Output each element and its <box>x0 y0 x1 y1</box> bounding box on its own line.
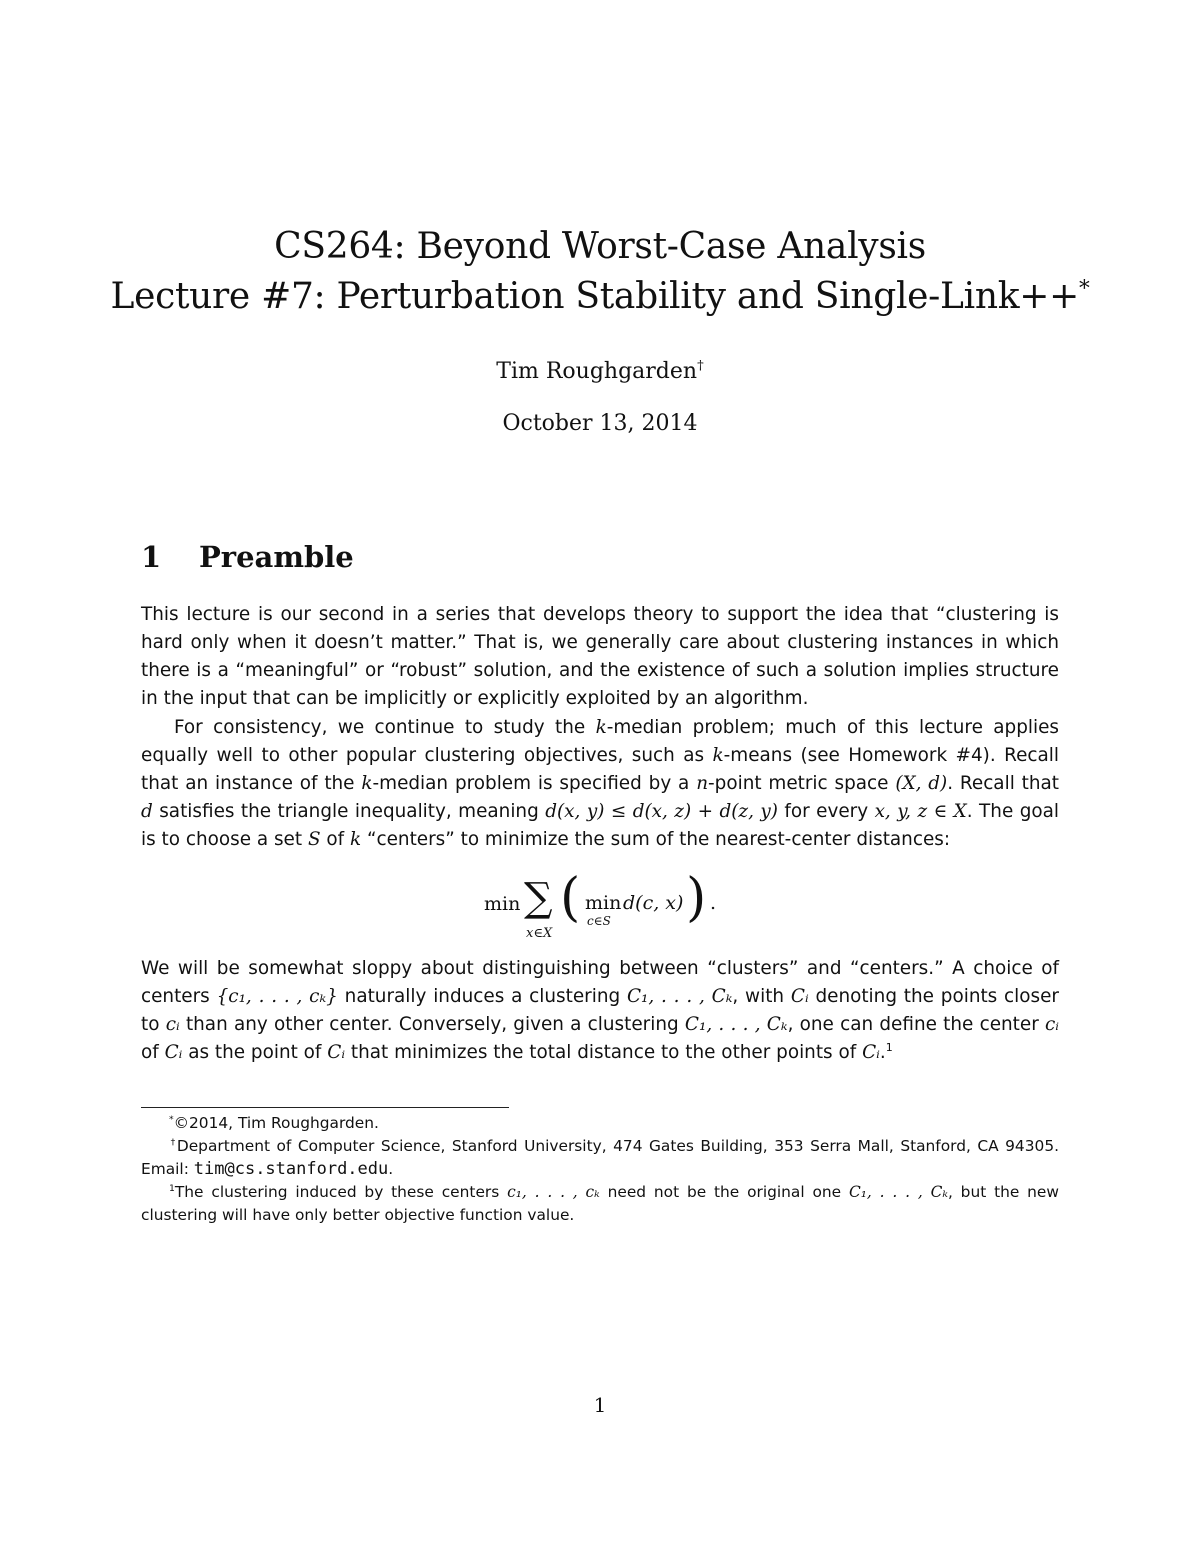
text-run: -median problem is specified by a <box>372 773 697 795</box>
section-title: Preamble <box>199 540 354 574</box>
text-run: , one can define the center <box>787 1014 1045 1036</box>
footnote-dagger-mark: † <box>169 1136 177 1148</box>
text-run: denoting the points closer to <box>141 986 1059 1036</box>
text-run: -point metric space <box>708 773 896 795</box>
math-k: k <box>712 745 724 767</box>
text-run: “centers” to minimize the sum of the nearest-center distances: <box>361 829 951 851</box>
eq-period: . <box>710 892 717 914</box>
text-run: of <box>141 1042 165 1064</box>
author-footnote-mark: † <box>697 358 704 374</box>
footnote-dagger <box>141 1135 1059 1180</box>
section-heading <box>141 540 354 574</box>
text-run: satisfies the triangle inequality, meaning <box>152 801 546 823</box>
math-S: S <box>307 829 321 851</box>
text-run: as the point of <box>182 1042 328 1064</box>
math-Ci: Cᵢ <box>790 986 809 1008</box>
math-clustering: C₁, . . . , Cₖ <box>626 986 733 1008</box>
author-email: tim@cs.stanford.edu <box>193 1158 389 1179</box>
text-run: naturally induces a clustering <box>337 986 627 1008</box>
footnote-dagger-text: Department of Computer Science, Stanford University, 474 Gates Building, 353 Serra Mall, Stanford, CA 94305. Email: <box>141 1137 1059 1178</box>
text-run: of <box>320 829 350 851</box>
eq-expression: d(c, x) <box>623 892 684 914</box>
display-equation <box>0 868 1200 948</box>
math-n: n <box>696 773 709 795</box>
eq-left-paren: ( <box>560 868 581 928</box>
paragraph-1-text: This lecture is our second in a series that develops theory to support the idea that “clustering is hard only when it doesn’t matter.” That is, we generally care about clustering instances in which there is a “meaningful” or “robust” solution, and the existence of such a solution implies structure in the input that can be implicitly or explicitly exploited by an algorithm. <box>141 604 1059 710</box>
math-clusters: C₁, . . . , Cₖ <box>848 1183 948 1201</box>
section-number: 1 <box>141 540 162 574</box>
author <box>0 359 1200 384</box>
eq-min-inner: min <box>585 892 622 914</box>
text-run: than any other center. Conversely, given a clustering <box>179 1014 685 1036</box>
paragraph-2-text <box>141 714 1059 854</box>
footnote-star-mark: * <box>169 1113 174 1125</box>
title-line-2 <box>0 276 1200 317</box>
math-centers: c₁, . . . , cₖ <box>507 1183 600 1201</box>
math-Ci: Cᵢ <box>164 1042 183 1064</box>
math-Ci: Cᵢ <box>327 1042 346 1064</box>
eq-min-outer: min <box>484 893 521 915</box>
text-run: -median problem; much of this lecture applies equally well to other popular clustering objectives, such as <box>141 717 1059 767</box>
math-k: k <box>595 717 607 738</box>
text-run: need not be the original one <box>599 1183 849 1201</box>
text-run: -means (see Homework #4). Recall that an instance of the <box>141 745 1060 795</box>
footnote-1 <box>141 1181 1059 1226</box>
math-triangle-inequality: d(x, y) ≤ d(x, z) + d(z, y) <box>545 801 778 823</box>
eq-right-paren: ) <box>686 868 707 928</box>
text-run: We will be somewhat sloppy about distinguishing between “clusters” and “centers.” A choice of centers <box>141 958 1059 1008</box>
math-k: k <box>349 829 362 851</box>
text-run: that minimizes the total distance to the other points of <box>345 1042 863 1064</box>
math-d: d <box>141 801 153 823</box>
text-run: For consistency, we continue to study the <box>174 717 596 738</box>
paragraph-3 <box>141 955 1059 1067</box>
text-run: . <box>879 1042 886 1064</box>
text-run: . The goal is to choose a set <box>141 801 1060 851</box>
author-name: Tim Roughgarden <box>496 359 698 384</box>
page-number: 1 <box>593 1393 607 1417</box>
paragraph-2 <box>141 714 1059 854</box>
footnote-1-mark: 1 <box>169 1182 175 1194</box>
text-run: , but the new clustering will have only better objective function value. <box>141 1183 1059 1224</box>
text-run: , with <box>732 986 791 1008</box>
math-k: k <box>361 773 373 795</box>
math-centers-set: {c₁, . . . , cₖ} <box>216 986 338 1008</box>
text-run: . Recall that <box>947 773 1059 795</box>
text-run: for every <box>777 801 875 823</box>
footnote-1-ref: 1 <box>885 1041 893 1055</box>
text-run: . <box>388 1159 394 1178</box>
math-Ci: Cᵢ <box>862 1042 880 1064</box>
title-line-2-text: Lecture #7: Perturbation Stability and Single-Link++ <box>110 276 1079 317</box>
math-metric-space: (X, d) <box>895 773 948 795</box>
paragraph-3-text <box>141 955 1059 1067</box>
eq-sum-subscript: x∈X <box>526 926 553 941</box>
date: October 13, 2014 <box>502 411 698 436</box>
paragraph-1 <box>141 601 1059 713</box>
title-footnote-mark: * <box>1079 276 1090 301</box>
footnote-rule <box>141 1107 509 1108</box>
text-run: The clustering induced by these centers <box>174 1183 508 1201</box>
math-ci: cᵢ <box>165 1014 180 1036</box>
eq-inner-subscript: c∈S <box>587 914 611 928</box>
footnote-star-text: ©2014, Tim Roughgarden. <box>173 1114 379 1132</box>
eq-sum-sign: ∑ <box>524 875 553 921</box>
title-line-1: CS264: Beyond Worst-Case Analysis <box>274 226 926 267</box>
footnote-star <box>141 1112 1059 1135</box>
math-clustering: C₁, . . . , Cₖ <box>684 1014 788 1036</box>
math-ci: cᵢ <box>1045 1014 1059 1036</box>
math-every-point: x, y, z ∈ X <box>874 801 967 823</box>
